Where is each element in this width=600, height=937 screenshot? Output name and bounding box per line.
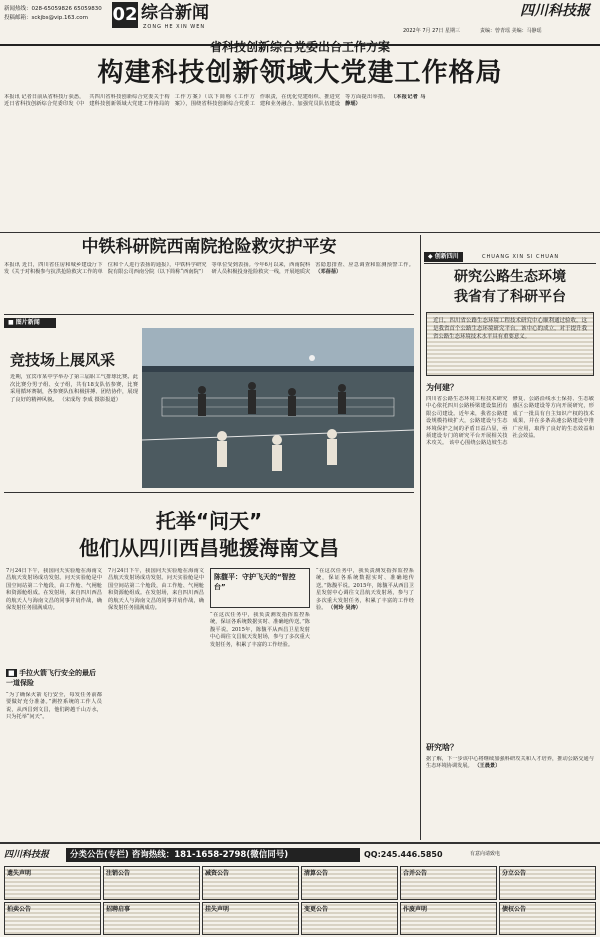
ad-cell — [400, 902, 497, 936]
story3-box-title: 陈馥平：守护飞天的“智控台” — [214, 573, 296, 591]
right-section-header — [424, 252, 596, 264]
section-pinyin: ZONG HE XIN WEN — [143, 24, 206, 30]
camera-icon: ■ — [8, 319, 14, 326]
ad-cell-title: 减资公告 — [205, 870, 230, 877]
hotline-info: 新闻热线：028-65059826 65059830 — [4, 6, 102, 12]
ad-cell — [4, 866, 101, 900]
story3-subhead-text: 手拉火箭飞行安全的最后一道保险 — [6, 669, 97, 687]
photo-caption — [10, 374, 138, 484]
ad-cell-title: 清算公告 — [304, 870, 329, 877]
story3-body2: “为了确保火箭飞行安全，每发任务前都要做好充分准备。”测控系统的工作人员说，从西昌到文昌，他们跨越千山万水，只为托举“问天”。 — [6, 692, 102, 721]
ad-cell-title: 招聘启事 — [106, 905, 131, 913]
ad-cell-title: 变更公告 — [304, 905, 329, 913]
ad-cell-title: 合并公告 — [403, 870, 428, 877]
ad-cell-title: 分立公告 — [502, 870, 527, 877]
story2-note: （邓蓓蓓） — [315, 269, 342, 276]
page-number: 02 — [112, 2, 138, 28]
story3-body1-cont: 7月24日下午，我国问天实验舱在海南文昌航天发射场成功发射。问天实验舱是中国空间站第二个舱段，由工作舱、气闸舱和资源舱组成。在发射场，来自四川西昌的航天人与海南文昌的同事并肩作战，确保发射任务圆满成功。 — [108, 568, 204, 612]
ad-cell-title: 遗失声明 — [7, 870, 32, 877]
photo-caption-text: 近期，宜宾市某中学举办了第三届职工气排球比赛。此次比赛分男子组、女子组，共有18支队伍参赛，比赛采用循环赛制，各参赛队伍积极拼搏、团结协作，展现了良好的精神风貌。 — [10, 374, 138, 403]
ad-cell — [499, 902, 596, 936]
right-summary: 近日，四川省公路生态环境工程技术研究中心顺利通过验收，这是我省首个公路生态环境研究平台。该中心的成立，对于提升我省公路生态环境技术水平具有重要意义。 — [433, 318, 587, 340]
story3-col3 — [210, 612, 310, 838]
story3-body3-cont: “在这次任务中，我负责测发指挥监控系统，保证各系统数据实时、准确地传送。”陈馥平说。2015年，陈馥平从西昌卫星发射中心调往文昌航天发射场，参与了多次重大发射任务，积累了丰富的工作经验。 — [316, 568, 414, 612]
subhead-mark: ■ — [8, 669, 15, 677]
story3-body1: 7月24日下午，我国问天实验舱在海南文昌航天发射场成功发射。问天实验舱是中国空间站第二个舱段，由工作舱、气闸舱和资源舱组成。在发射场，来自四川西昌的航天人与海南文昌的同事并肩作战，确保发射任务圆满成功。 — [6, 568, 102, 612]
ad-cell — [202, 902, 299, 936]
ad-strip — [0, 846, 600, 937]
story3-box — [210, 568, 310, 608]
ad-cell-title: 债权公告 — [502, 905, 527, 913]
story2-headline: 中铁科研院西南院抢险救灾护平安 — [81, 237, 337, 257]
ad-cell — [103, 902, 200, 936]
photo-credit: （宋成均 李成 摄影报道） — [59, 396, 122, 403]
photo-news-tag — [4, 318, 56, 328]
paper-logo: 四川科技报 — [520, 3, 590, 19]
ad-cell-title: 注销公告 — [106, 870, 131, 877]
right-body2: 该中心围绕公路边坡生态修复、公路沿线水土保持、生态敏感区公路建设等方向开展研究，形成了一批具有自主知识产权的技术成果，并在多条高速公路建设中推广应用，取得了良好的生态效益和社会效益。 — [449, 396, 594, 447]
lead-note: （本报记者 马静瑶） — [345, 94, 426, 108]
right-body3-wrap — [426, 756, 594, 838]
story3-note: （何玲 吴涛） — [328, 605, 361, 612]
right-q1: 为何建？ — [426, 383, 458, 392]
section-title: 综合新闻 — [141, 3, 209, 23]
lead-intro — [4, 94, 596, 229]
lead-headline: 构建科技创新领域大党建工作格局 — [97, 58, 503, 88]
right-section-tag — [424, 252, 463, 262]
story2-body — [4, 262, 414, 312]
photo-news-title: 竞技场上展风采 — [10, 351, 116, 369]
ad-title-bar — [66, 848, 360, 862]
ad-right-text: 有意向请致电 — [470, 851, 501, 857]
story3-headline-2: 他们从四川西昌驰援海南文昌 — [79, 536, 339, 560]
right-summary-box — [426, 312, 594, 376]
ad-cell — [400, 866, 497, 900]
lead-intro-text: 本报讯 记者日前从省科技厅获悉，近日省科技创新综合党委印发《中共四川省科技创新综合党委关于构建科技创新领域大党建工作格局的工作方案》（以下简称《工作方案》），围绕省科技创新综合党委工作职责，在优化党建组织、推进党建和业务融合、加强党员队伍建设等方面提出举措。 — [4, 94, 389, 108]
right-headline-2: 我省有了科研平台 — [454, 289, 566, 305]
ad-cell — [499, 866, 596, 900]
story3-headline-1: 托举“问天” — [155, 509, 263, 533]
email-info: 投稿邮箱：sckjbs@vip.163.com — [4, 15, 88, 21]
story3-col1 — [6, 568, 102, 664]
right-q2: 研究啥？ — [426, 743, 458, 752]
story3-col2 — [108, 568, 204, 838]
story3-col4 — [316, 568, 414, 838]
right-headline-1: 研究公路生态环境 — [454, 269, 566, 285]
story3-body3: “在这次任务中，我负责测发指挥监控系统，保证各系统数据实时、准确地传送。”陈馥平说。2015年，陈馥平从西昌卫星发射中心调往文昌航天发射场，参与了多次重大发射任务，积累了丰富的工作经验。 — [210, 612, 310, 648]
lead-kicker: 省科技创新综合党委出台工作方案 — [209, 40, 390, 54]
ad-cell — [301, 866, 398, 900]
ad-cell — [301, 902, 398, 936]
right-section-pinyin: CHUANG XIN SI CHUAN — [482, 254, 560, 260]
story3-col1b — [6, 692, 102, 838]
ad-cell — [4, 902, 101, 936]
right-body1: 四川省公路生态环境工程技术研究中心依托四川公路桥梁建设集团有限公司建设。近年来，我省公路建设规模持续扩大，公路建设与生态环境保护之间的矛盾日益凸显，亟须建设专门的研究平台开展相关技术攻关。 — [426, 396, 508, 447]
ad-cell — [103, 866, 200, 900]
ad-qq: QQ:245.446.5850 — [364, 850, 443, 859]
editor-line: 责编：曾青瑶 美编：马静瑶 — [480, 28, 542, 34]
volleyball-photo-art — [142, 328, 414, 488]
ad-cell-title: 挂失声明 — [205, 905, 230, 913]
ad-grid — [4, 866, 596, 935]
photo-news-label: 图片新闻 — [15, 319, 40, 326]
ad-logo: 四川科技报 — [4, 850, 50, 860]
ad-title: 分类公告(专栏) 咨询热线：181-1658-2798(微信同号) — [70, 850, 289, 860]
ad-cell-title: 作废声明 — [403, 905, 428, 913]
date-line: 2022年 7月 27日 星期三 — [403, 28, 461, 34]
story3-subhead — [6, 668, 102, 688]
right-section-label: 创新四川 — [434, 253, 459, 260]
right-note: （王晨景） — [474, 763, 501, 770]
diamond-icon: ◆ — [428, 253, 433, 260]
ad-cell-title: 拍卖公告 — [7, 905, 32, 913]
story2-text: 本报讯 近日，四川省住房和城乡建设厅下发《关于对积极参与抗洪抢险救灾工作的单位和个人进行表扬的通报》，中铁科学研究院有限公司西南分院（以下简称“西南院”）等单位受到表扬。今年6月以来，西南院科研人员积极投身抢险救灾一线，开展地质灾害隐患排查、应急调查和监测预警工作。 — [4, 262, 414, 276]
ad-cell — [202, 866, 299, 900]
volleyball-photo — [142, 328, 414, 488]
right-body-cols — [426, 396, 594, 738]
right-body3: 据了解，下一步该中心将继续加强科研攻关和人才培养，推动公路交通与生态环境协调发展。 — [426, 756, 594, 770]
